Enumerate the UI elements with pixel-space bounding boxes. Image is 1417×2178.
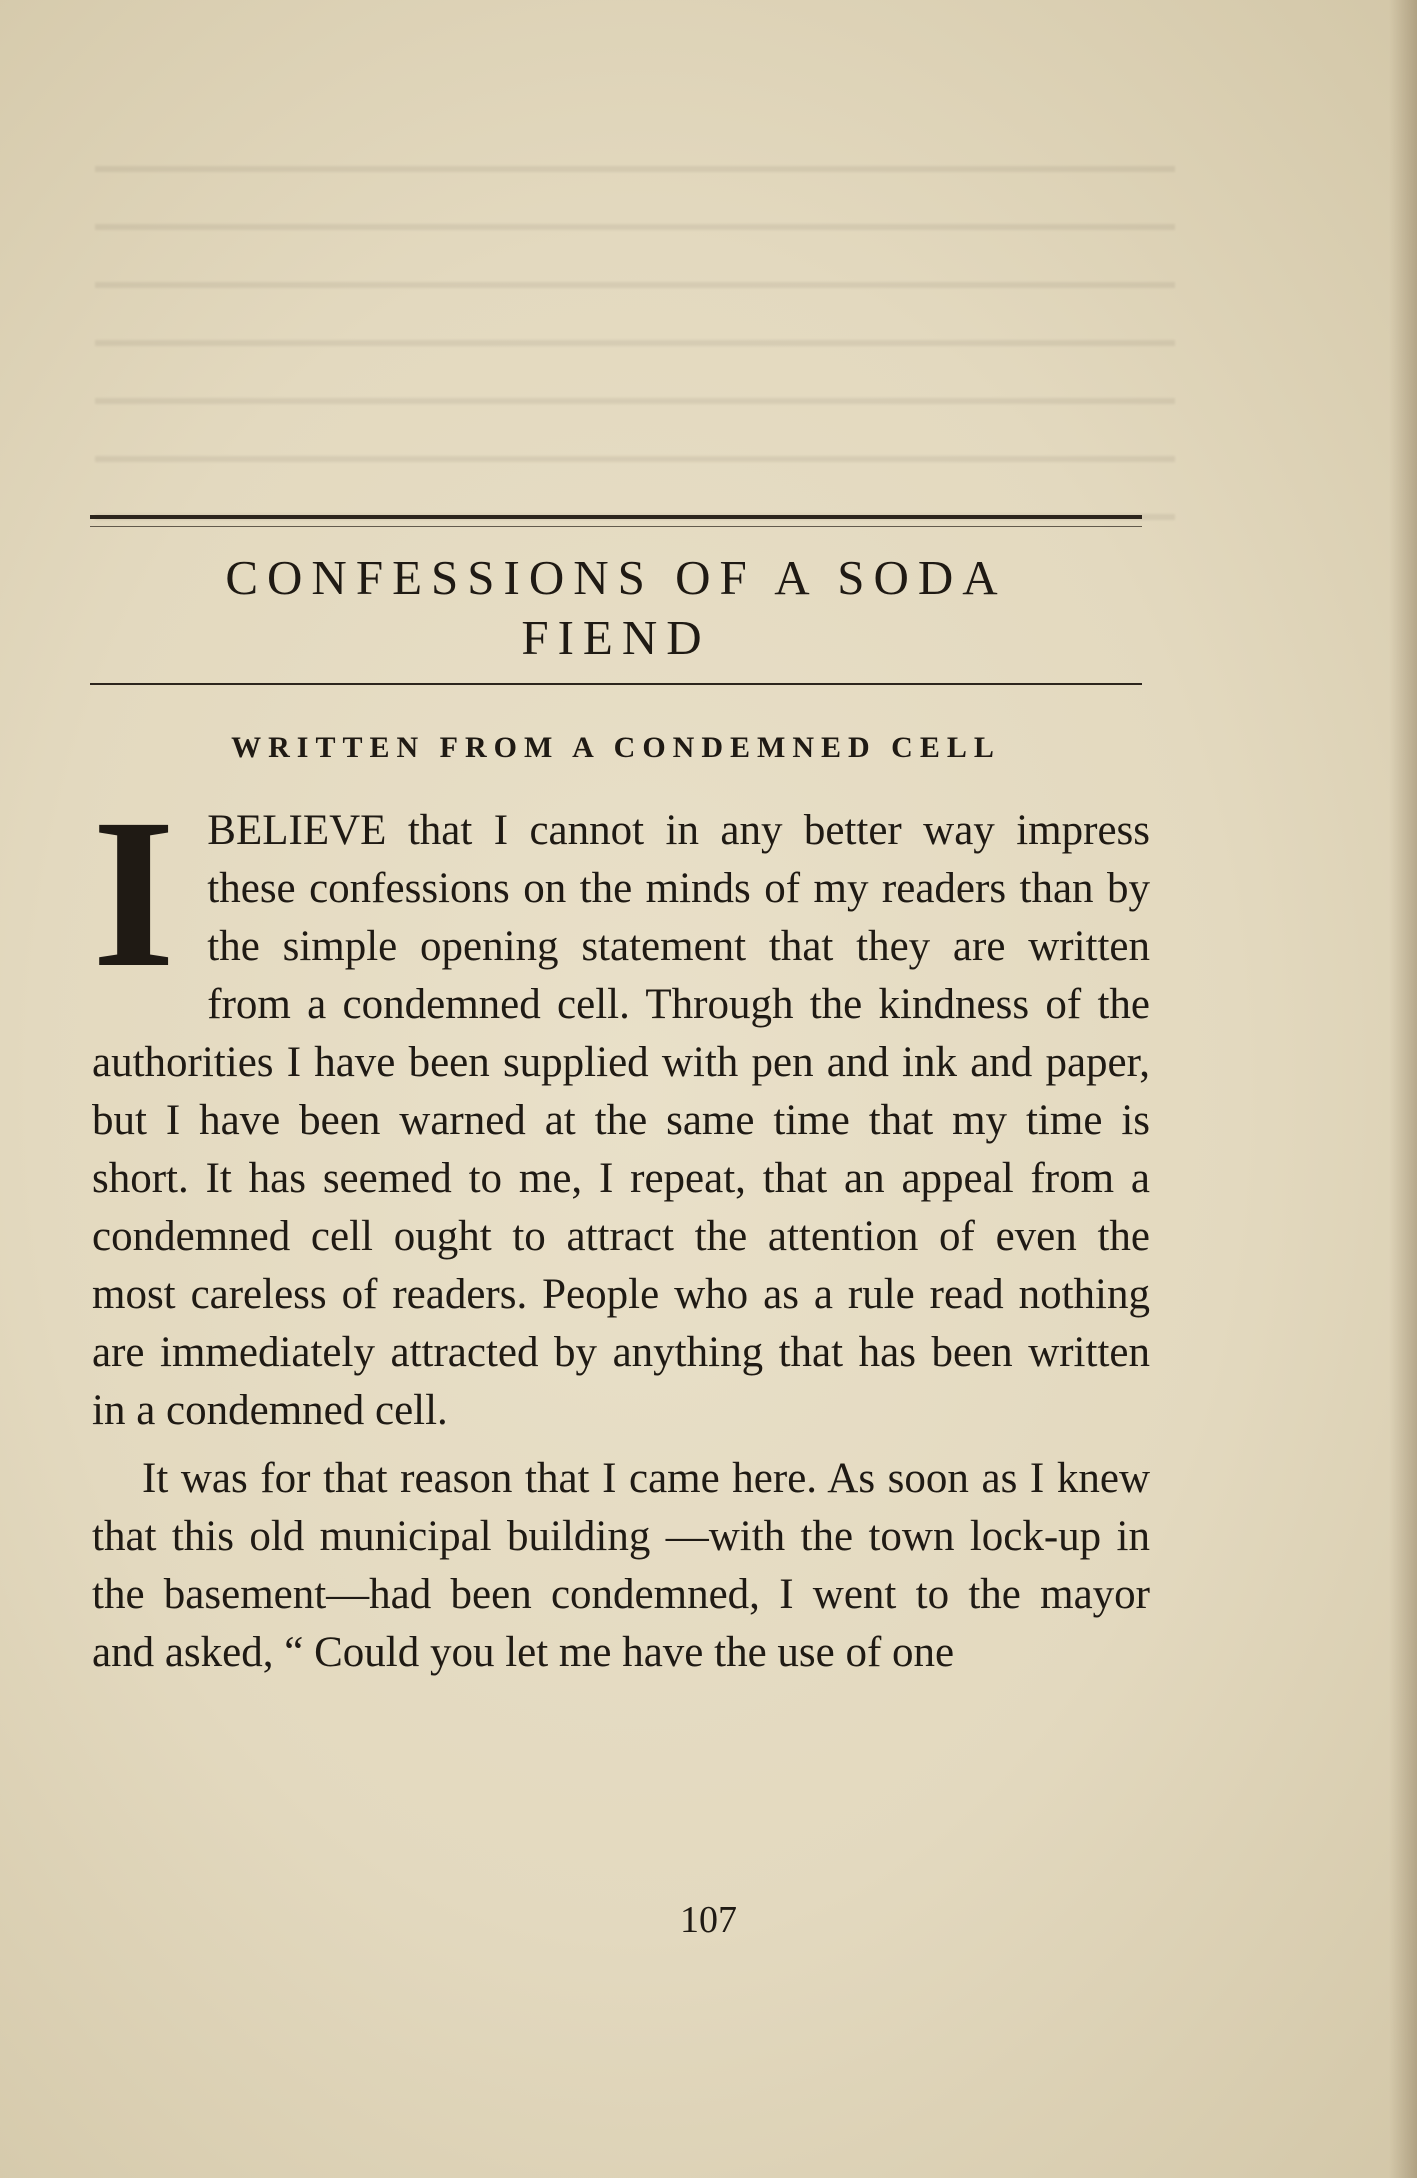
paragraph-2: It was for that reason that I came here. As soon as I knew that this old municipal building —with the town lock-up in the basement—had been condemned, I went to the mayor and asked, “ Could you let me have the use of one [92, 1455, 1150, 1676]
title-rule-top-thin [90, 526, 1142, 527]
chapter-title-line-1: CONFESSIONS OF A SODA [225, 550, 1007, 605]
page-edge-shadow [1389, 0, 1417, 2178]
show-through-text [95, 130, 1175, 550]
body-text [92, 775, 1150, 1682]
page-number: 107 [680, 1899, 737, 1941]
chapter-title [90, 548, 1142, 668]
title-rule-top [90, 515, 1142, 519]
title-rule-bottom [90, 683, 1142, 685]
drop-cap: I [92, 775, 176, 1012]
paragraph-1 [92, 775, 1150, 1440]
chapter-subtitle: WRITTEN FROM A CONDEMNED CELL [231, 731, 1001, 764]
chapter-title-line-2: FIEND [521, 610, 711, 665]
paragraph-1-text: BELIEVE that I cannot in any better way impress these confessions on the minds of my readers than by the simple opening statement that they are written from a condemned cell. Through the kindness of the authorities I have been supplied with pen and ink and paper, but I have been warned at the same time that my time is short. It has seemed to me, I repeat, that an appeal from a condemned cell ought to attract the attention of even the most careless of readers. People who as a rule read nothing are immediately attracted by anything that has been written in a condemned cell. [92, 807, 1150, 1434]
